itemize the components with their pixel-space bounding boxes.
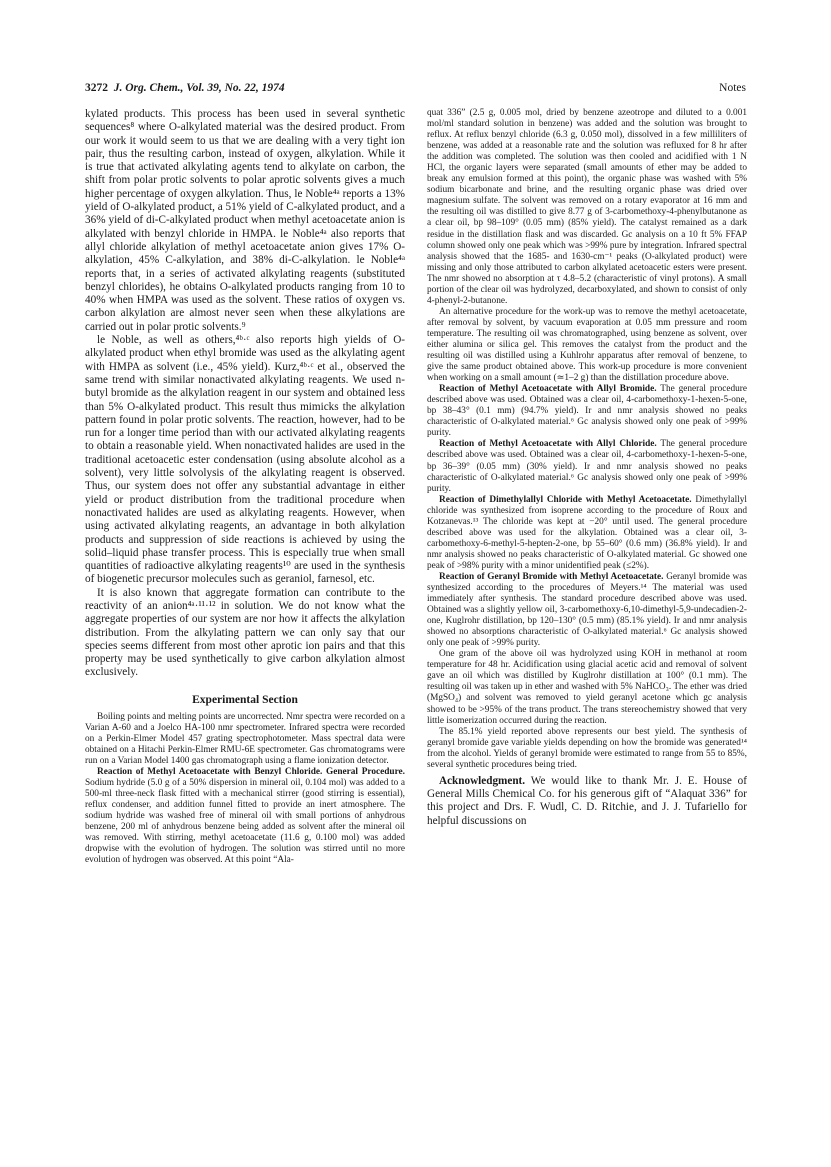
paragraph: One gram of the above oil was hydrolyzed using KOH in methanol at room temperature for 48 hr. Acidification using glacial acetic acid and removal of solvent gave an oil which was distilled by Kuglrohr distillation at 100° (0.1 mm). The resulting oil was taken up in ether and washed with 5% NaHCO₃. The ether was dried (MgSO₄) and solvent was removed to yield geranyl acetone which gc analysis showed to be >95% of the trans product. The trans stereochemistry showed that very little isomerization occurred during the reaction. xyxy=(427,649,747,726)
run-in-heading: Reaction of Dimethylallyl Chloride with Methyl Acetoacetate. xyxy=(439,494,692,505)
paragraph: quat 336” (2.5 g, 0.005 mol, dried by benzene azeotrope and diluted to a 0.001 mol/ml standard solution in benzene) was added and the solution was brought to reflux. At reflux benzyl chloride (6.3 g, 0.050 mol), dissolved in a few milliliters of benzene, was added at a reasonable rate and the solution was refluxed for 8 hr after the addition was completed. The solution was then cooled and acidified with 1 N HCl, the organic layers were separated (small amounts of ether may be added to break any emulsion formed at this point), the organic phase was washed with 5% sodium bicarbonate and brine, and the resulting organic phase was dried over magnesium sulfate. The solvent was removed on a rotary evaporator at 16 mm and the resulting oil was distilled to give 8.77 g of 3-carbomethoxy-4-phenylbutanone as a clear oil, bp 98–109° (0.05 mm) (85% yield). The catalyst remained as a dark residue in the distillation flask and was discarded. Gc analysis on a 10 ft 5% FFAP column showed only one peak which was >99% pure by integration. Infrared spectral analysis showed that the 1685- and 1630-cm⁻¹ peaks (O-alkylated product) were missing and only those attributed to carbon alkylated acetoacetic esters were present. The nmr showed no absorption at τ 4.8–5.2 (characteristic of vinyl protons). A small portion of the clear oil was hydrolyzed, decarboxylated, and shown to consist of only 4-phenyl-2-butanone. xyxy=(427,108,747,306)
run-in-heading: Reaction of Geranyl Bromide with Methyl Acetoacetate. xyxy=(439,571,664,582)
header-citation xyxy=(85,82,285,94)
paragraph-body: Sodium hydride (5.0 g of a 50% dispersion in mineral oil, 0.104 mol) was added to a 500-ml three-neck flask fitted with a mechanical stirrer (good stirring is essential), reflux condenser, and addition funnel fitted to provide an inert atmosphere. The sodium hydride was washed free of mineral oil with small portions of anhydrous benzene, 200 ml of anhydrous benzene being added as solvent after the mineral oil was removed. With stirring, methyl acetoacetate (11.6 g, 0.100 mol) was added dropwise with the evolution of hydrogen. The solution was stirred until no more evolution of hydrogen was observed. At this point “Ala- xyxy=(85,778,405,866)
discussion-text xyxy=(85,108,405,680)
running-header xyxy=(85,82,746,100)
paragraph xyxy=(427,439,747,494)
header-section: Notes xyxy=(719,82,746,94)
acknowledgment-heading: Acknowledgment. xyxy=(439,774,526,787)
paragraph-body: Dimethylallyl chloride was synthesized from isoprene according to the procedure of Roux and Kotzanevas.¹³ The chloride was kept at −20° until used. The general procedure described above was used for the alkylation. Obtained was a clear oil, 3-carbomethoxy-6-methyl-5-hepten-2-one, bp 55–60° (0.6 mm) (36.8% yield). Ir and nmr analysis showed no peaks characteristic of O-alkylated material. Gc showed one peak of >98% purity with a minor unidentified peak (≤2%). xyxy=(427,494,747,571)
run-in-heading: Reaction of Methyl Acetoacetate with Benzyl Chloride. General Procedure. xyxy=(97,767,405,777)
experimental-text-continued xyxy=(427,108,747,771)
acknowledgment xyxy=(427,775,747,828)
right-column xyxy=(427,108,747,828)
paragraph: The 85.1% yield reported above represents our best yield. The synthesis of geranyl bromide gave variable yields depending on how the bromide was generated¹⁴ from the alcohol. Yields of geranyl bromide were estimated to range from 55 to 85%, several synthetic procedures being tried. xyxy=(427,726,747,770)
left-column xyxy=(85,108,405,866)
paragraph: Boiling points and melting points are uncorrected. Nmr spectra were recorded on a Varian A-60 and a Joelco HA-100 nmr spectrometer. Infrared spectra were recorded on a Perkin-Elmer Model 457 grating spectrophotometer. Mass spectral data were obtained on a Hitachi Perkin-Elmer RMU-6E spectrometer. Gas chromatograms were run on a Varian Model 1400 gas chromatograph using a flame ionization detector. xyxy=(85,711,405,766)
section-heading: Experimental Section xyxy=(192,693,298,706)
paragraph-body: The general procedure described above was used. Obtained was a clear oil, 4-carbomethoxy-1-hexen-5-one, bp 36–39° (0.05 mm) (30% yield). Ir and nmr analysis showed no peaks characteristic of O-alkylated material.⁶ Gc analysis showed only one peak of >99% purity. xyxy=(427,439,747,494)
paragraph: le Noble, as well as others,⁴ᵇ·ᶜ also reports high yields of O-alkylated product when ethyl bromide was used as the alkylating agent with HMPA as solvent (i.e., 45% yield). Kurz,⁴ᵇ·ᶜ et al., observed the same trend with similar nonactivated alkylating reagents. We used n-butyl bromide as the alkylation reagent in our system and obtained less than 5% O-alkylated product. This result thus mimicks the alkylation pattern found in polar protic solvents. The reaction, however, had to be run for a longer time period than with our activated alkylating reagents to obtain a reasonable yield. When nonactivated halides are used in the traditional acetoacetic ester condensation (using absolute alcohol as a solvent), very little solvolysis of the alkylating reagent is observed. Thus, our system does not offer any substantial advantage in either yield or product distribution from the traditional procedure when nonactivated halides are used as alkylating reagents. However, when using activated alkylating reagents, an advantage in both alkylation products and suppression of side reactions is achieved by using the solid–liquid phase transfer process. This is especially true when small quantities of radioactive alkylating reagents¹⁰ are used in the synthesis of biogenetic precursor molecules such as geraniol, farnesol, etc. xyxy=(85,334,405,586)
acknowledgment-body: We would like to thank Mr. J. E. House of General Mills Chemical Co. for his generous gift of “Alaquat 336” for this project and Drs. F. Wudl, C. D. Ritchie, and J. J. Tufariello for helpful discussions on xyxy=(427,774,747,827)
run-in-heading: Reaction of Methyl Acetoacetate with Allyl Chloride. xyxy=(439,439,657,450)
paragraph xyxy=(85,767,405,866)
journal-citation: J. Org. Chem., Vol. 39, No. 22, 1974 xyxy=(113,82,285,94)
paragraph: It is also known that aggregate formation can contribute to the reactivity of an anion⁴ᵃ·¹¹·¹² in solution. We do not know what the aggregate properties of our system are nor how it affects the alkylation distribution. From the alkylating pattern we can only say that our species seems different from most other aprotic ion pairs and that this property may be used synthetically to give carbon alkylation almost exclusively. xyxy=(85,586,405,679)
experimental-text xyxy=(85,712,405,867)
paragraph xyxy=(427,495,747,572)
paragraph: kylated products. This process has been used in several synthetic sequences⁸ where O-alkylated material was the desired product. From our work it would seem to us that we are dealing with a very tight ion pair, thus the resulting carbon, instead of oxygen, alkylation. While it is true that activated alkylating agents tend to alkylate on carbon, the shift from polar protic solvents to polar aprotic solvents gives a much higher percentage of oxygen alkylation. Thus, le Noble⁴ᵃ reports a 13% yield of O-alkylated product, a 51% yield of C-alkylated product, and a 36% yield of di-C-alkylated product when methyl acetoacetate anion is alkylated with benzyl chloride in HMPA. le Noble⁴ᵃ also reports that allyl chloride alkylation of methyl acetoacetate anion gives 17% O-alkylation, 45% C-alkylation, and 38% di-C-alkylation. le Noble⁴ᵃ reports that, in a series of activated alkylating reagents (substituted benzyl chlorides), he obtains O-alkylated products ranging from 10 to 40% when HMPA was used as the solvent. These ratios of oxygen vs. carbon alkylation are almost never seen when these alkylations are carried out in polar protic solvents.⁹ xyxy=(85,108,405,333)
paragraph-body: The general procedure described above was used. Obtained was a clear oil, 4-carbomethoxy-1-hexen-5-one, bp 38–43° (0.1 mm) (94.7% yield). Ir and nmr analysis showed no peaks characteristic of O-alkylated material.⁶ Gc analysis showed only one peak of >99% purity. xyxy=(427,384,748,439)
paragraph xyxy=(427,384,747,439)
paragraph-body: Geranyl bromide was synthesized according to the procedures of Meyers.¹⁴ The material was used immediately after synthesis. The standard procedure described above was used. Obtained was a slightly yellow oil, 3-carbomethoxy-6,10-dimethyl-5,9-undecadien-2-one, Kuglrohr distillation, bp 120–130° (0.5 mm) (85.1% yield). Ir and nmr analysis showed no absorptions characteristic of O-alkylated material.⁶ Gc analysis showed only one peak of >99% purity. xyxy=(427,571,747,649)
page-number: 3272 xyxy=(85,82,108,94)
paragraph: An alternative procedure for the work-up was to remove the methyl acetoacetate, after removal by solvent, by vacuum evaporation at 0.05 mm pressure and room temperature. The resulting oil was chromatographed, using benzene as solvent, over either alumina or silica gel. This removes the catalyst from the product and the resulting oil was distilled using a Kuhlrohr apparatus after removal of benzene, to give the same product obtained above. This work-up procedure is more convenient when working on a small amount (≃1–2 g) than the distillation procedure above. xyxy=(427,306,747,384)
paragraph xyxy=(427,572,747,649)
run-in-heading: Reaction of Methyl Acetoacetate with Allyl Bromide. xyxy=(439,384,657,395)
